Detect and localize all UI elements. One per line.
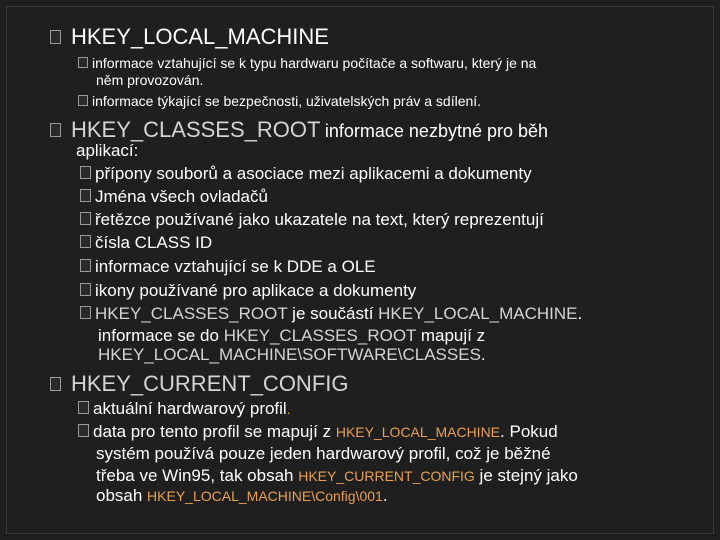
section-title: HKEY_LOCAL_MACHINE xyxy=(71,24,329,49)
bullet-icon xyxy=(80,212,91,225)
list-item: čísla CLASS ID xyxy=(80,232,212,254)
section-title: HKEY_CLASSES_ROOT xyxy=(71,117,321,142)
list-item-cont: něm provozován. xyxy=(96,72,204,88)
list-item: řetězce používané jako ukazatele na text, který reprezentují xyxy=(80,209,544,231)
section-cont: aplikací: xyxy=(76,141,139,160)
list-item: HKEY_CLASSES_ROOT je součástí HKEY_LOCAL_MACHINE. xyxy=(80,303,582,325)
section-title: HKEY_CURRENT_CONFIG xyxy=(71,371,349,396)
list-item: ikony používané pro aplikace a dokumenty xyxy=(80,280,416,302)
list-item-cont: třeba ve Win95, tak obsah HKEY_CURRENT_CONFIG je stejný jako xyxy=(96,466,578,485)
list-item: informace týkající se bezpečnosti, uživatelských práv a sdílení. xyxy=(78,93,481,109)
bullet-icon xyxy=(78,424,89,437)
bullet-icon xyxy=(78,57,88,68)
list-item: přípony souborů a asociace mezi aplikacemi a dokumenty xyxy=(80,163,532,185)
list-item: Jména všech ovladačů xyxy=(80,186,268,208)
bullet-icon xyxy=(50,377,61,391)
list-item-cont: HKEY_LOCAL_MACHINE\SOFTWARE\CLASSES. xyxy=(98,345,486,364)
list-item-cont: informace se do HKEY_CLASSES_ROOT mapují z xyxy=(98,326,486,345)
list-item: informace vztahující se k typu hardwaru počítače a softwaru, který je na xyxy=(78,55,536,71)
list-item-cont: systém používá pouze jeden hardwarový profil, což je běžné xyxy=(96,444,551,463)
bullet-icon xyxy=(80,306,91,319)
section-title-rest: informace nezbytné pro běh xyxy=(324,121,549,141)
bullet-icon xyxy=(80,283,91,296)
section-hkcc xyxy=(50,371,348,397)
bullet-icon xyxy=(50,30,61,44)
list-item-cont: obsah HKEY_LOCAL_MACHINE\Config\001. xyxy=(96,486,388,505)
bullet-icon xyxy=(50,123,61,137)
bullet-icon xyxy=(80,166,91,179)
section-hklm xyxy=(50,24,329,50)
bullet-icon xyxy=(78,401,89,414)
bullet-icon xyxy=(78,95,88,106)
bullet-icon xyxy=(80,189,91,202)
list-item: informace vztahující se k DDE a OLE xyxy=(80,256,376,278)
bullet-icon xyxy=(80,259,91,272)
bullet-icon xyxy=(80,235,91,248)
list-item: aktuální hardwarový profil. xyxy=(78,398,291,420)
list-item: data pro tento profil se mapují z HKEY_LOCAL_MACHINE. Pokud xyxy=(78,421,558,443)
